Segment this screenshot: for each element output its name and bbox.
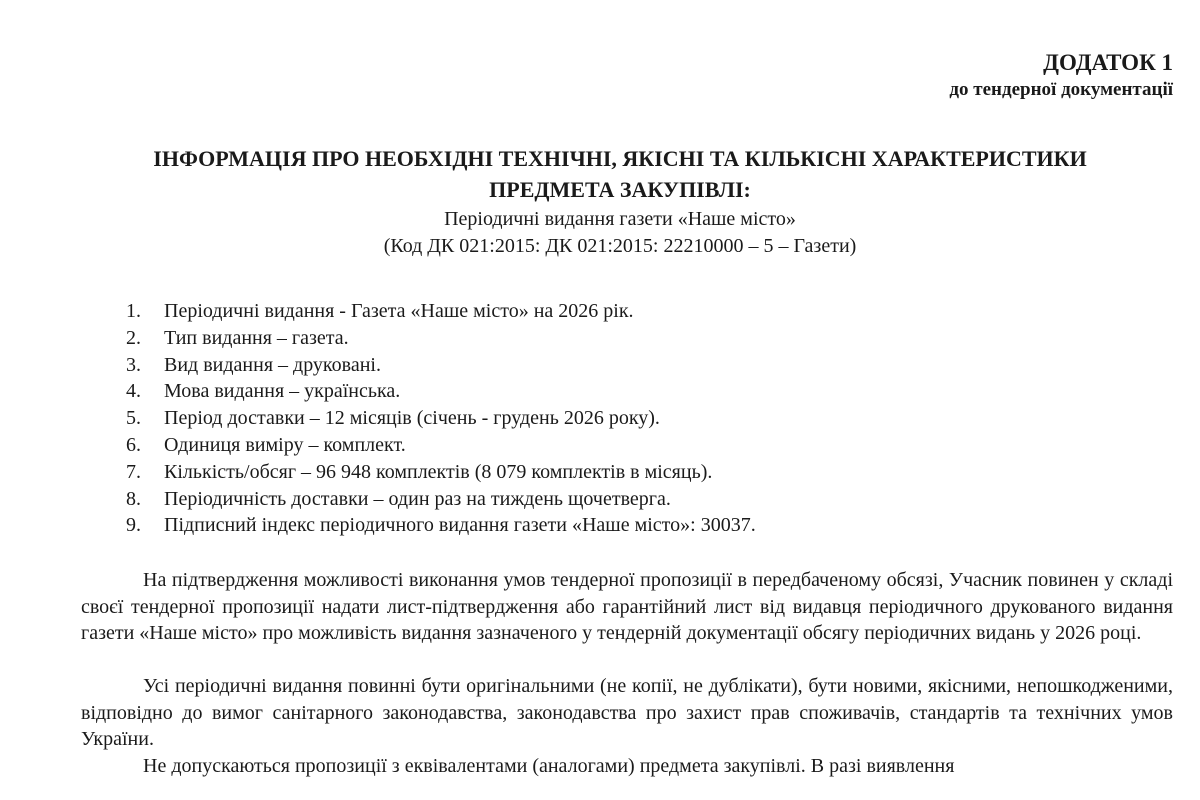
paragraph-originality-requirements [81, 673, 1173, 753]
list-item-text: Кількість/обсяг – 96 948 комплектів (8 079 комплектів в місяць). [164, 460, 713, 483]
list-item [126, 486, 756, 513]
list-item-number: 9. [126, 514, 141, 537]
subject-code: (Код ДК 021:2015: ДК 021:2015: 22210000 – 5 – Газети) [383, 235, 857, 257]
list-item-number: 3. [126, 353, 141, 376]
list-item [126, 378, 756, 405]
list-item [126, 459, 756, 486]
paragraph-confirmation-letter [81, 567, 1173, 647]
list-item [126, 432, 756, 459]
procurement-subject [0, 206, 1200, 260]
paragraph-text: На підтвердження можливості виконання умов тендерної пропозиції в передбаченому обсязі, Учасник повинен у складі своєї тендерної пропозиції надати лист-підтвердження або гарантійний лист від видавця періодичного друкованого видання газети «Наше місто» про можливість видання зазначеного у тендерній документації обсягу періодичних видань у 2026 році. [81, 569, 1173, 644]
list-item [126, 325, 756, 352]
appendix-header [949, 48, 1173, 102]
list-item-text: Вид видання – друковані. [164, 353, 381, 376]
list-item-number: 6. [126, 433, 141, 456]
appendix-subtitle: до тендерної документації [949, 79, 1173, 100]
paragraph-text: Усі періодичні видання повинні бути оригінальними (не копії, не дублікати), бути новими, якісними, непошкодженими, відповідно до вимог санітарного законодавства, законодавства про захист прав споживачів, стандартів та технічних умов України. [81, 675, 1173, 750]
characteristics-list [126, 298, 756, 539]
list-item-number: 5. [126, 407, 141, 430]
list-item [126, 298, 756, 325]
list-item-text: Періодичні видання - Газета «Наше місто» на 2026 рік. [164, 300, 634, 322]
list-item-number: 7. [126, 460, 141, 483]
list-item-text: Мова видання – українська. [164, 380, 401, 403]
paragraph-no-equivalents [81, 753, 1173, 780]
appendix-title: ДОДАТОК 1 [1043, 50, 1173, 75]
list-item [126, 512, 756, 539]
list-item [126, 405, 756, 432]
list-item-text: Одиниця виміру – комплект. [164, 433, 406, 456]
list-item-number: 8. [126, 487, 141, 510]
subject-name: Періодичні видання газети «Наше місто» [444, 208, 796, 230]
list-item-text: Періодичність доставки – один раз на тиждень щочетверга. [164, 487, 671, 510]
list-item-text: Тип видання – газета. [164, 326, 349, 349]
heading-line-2: ПРЕДМЕТА ЗАКУПІВЛІ: [489, 177, 751, 202]
paragraph-text: Не допускаються пропозиції з еквівалентами (аналогами) предмета закупівлі. В разі виявлення [143, 755, 955, 777]
list-item [126, 352, 756, 379]
list-item-number: 4. [126, 380, 141, 403]
list-item-text: Підписний індекс періодичного видання газети «Наше місто»: 30037. [164, 514, 756, 537]
list-item-number: 2. [126, 326, 141, 349]
document-heading [0, 143, 1200, 205]
heading-line-1: ІНФОРМАЦІЯ ПРО НЕОБХІДНІ ТЕХНІЧНІ, ЯКІСНІ ТА КІЛЬКІСНІ ХАРАКТЕРИСТИКИ [153, 146, 1087, 171]
list-item-number: 1. [126, 300, 141, 322]
list-item-text: Період доставки – 12 місяців (січень - грудень 2026 року). [164, 407, 660, 430]
